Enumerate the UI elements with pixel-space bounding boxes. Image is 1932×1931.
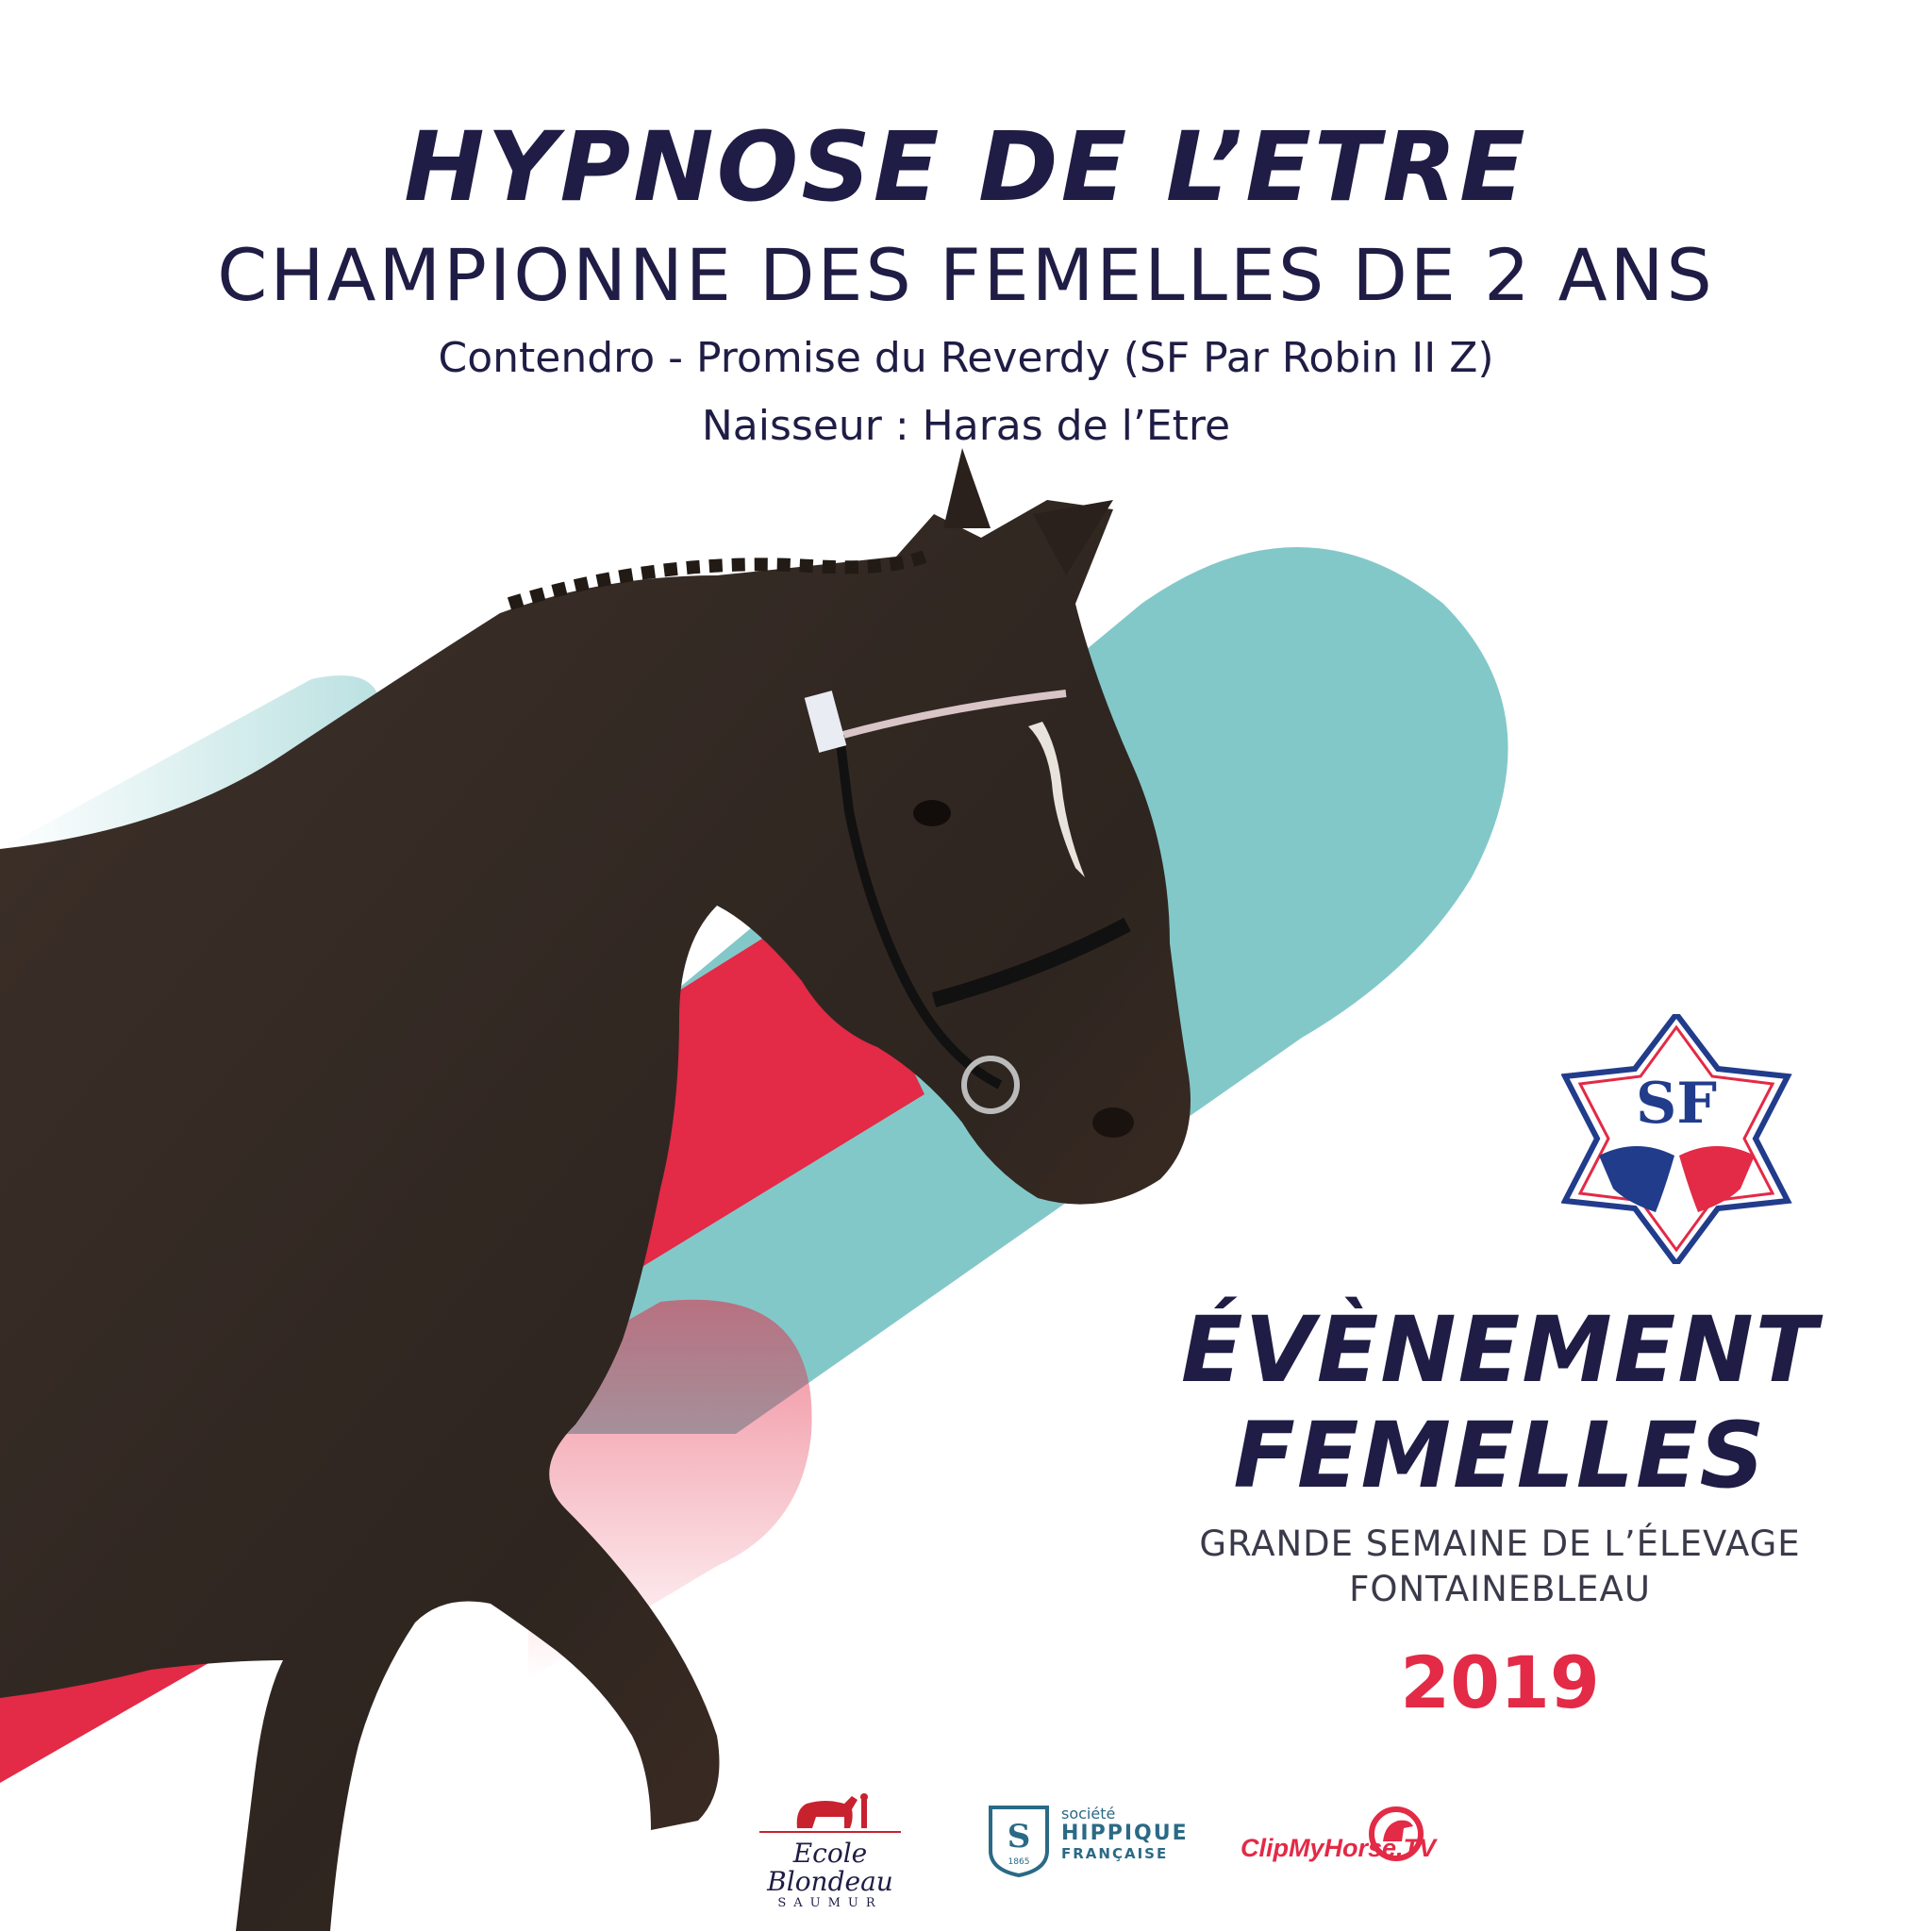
- shf-hippique: HIPPIQUE: [1061, 1822, 1189, 1845]
- horse-eye: [913, 800, 951, 826]
- breeder-text: Naisseur : Haras de l’Etre: [701, 402, 1231, 450]
- sf-logo-star: [1565, 1014, 1788, 1264]
- event-subtitle-line1: GRANDE SEMAINE DE L’ÉLEVAGE: [1199, 1523, 1801, 1564]
- event-block: [1160, 1297, 1840, 1725]
- horse-name-title: HYPNOSE DE L’ETRE: [404, 111, 1528, 224]
- sf-logo: [1561, 1014, 1792, 1264]
- shf-societe: société: [1061, 1805, 1116, 1823]
- ecole-blondeau-logo: [741, 1790, 920, 1910]
- horse-nostril: [1092, 1107, 1134, 1138]
- sf-logo-text: SF: [1636, 1071, 1717, 1137]
- header-block: [0, 111, 1932, 455]
- clipmyhorse-logo: [1236, 1804, 1439, 1870]
- championship-subtitle: CHAMPIONNE DES FEMELLES DE 2 ANS: [217, 233, 1715, 317]
- svg-text:S: S: [1007, 1818, 1031, 1856]
- shf-text: [1061, 1806, 1193, 1862]
- event-subtitle-line2: FONTAINEBLEAU: [1349, 1569, 1651, 1609]
- pedigree-text: Contendro - Promise du Reverdy (SF Par Robin II Z): [438, 334, 1494, 382]
- ecole-name: Ecole Blondeau: [767, 1838, 893, 1897]
- event-title-line2: FEMELLES: [1233, 1403, 1767, 1508]
- shf-shield-icon: [986, 1804, 1052, 1877]
- clipmyhorse-text: ClipMyHorse.TV: [1241, 1834, 1437, 1862]
- ecole-horse-icon: [741, 1790, 920, 1836]
- ecole-city: SAUMUR: [777, 1896, 883, 1910]
- shf-year: 1865: [1008, 1857, 1030, 1867]
- horse-ear: [943, 448, 991, 528]
- event-year: 2019: [1400, 1640, 1600, 1724]
- shf-logo: [986, 1804, 1189, 1879]
- event-title-line1: ÉVÈNEMENT: [1180, 1297, 1820, 1403]
- shf-francaise: FRANÇAISE: [1061, 1845, 1169, 1862]
